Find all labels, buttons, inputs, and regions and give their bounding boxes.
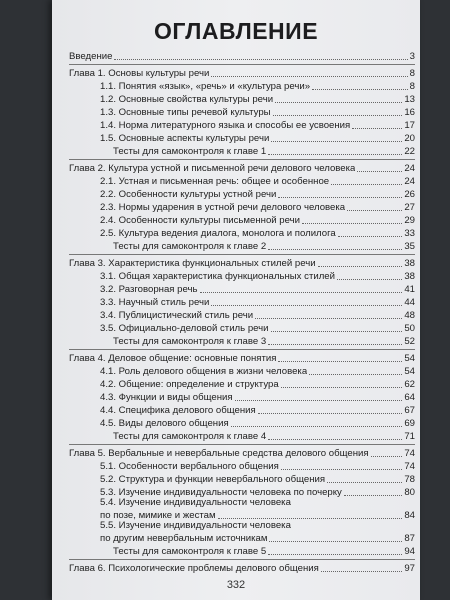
toc-entry-page: 27 [404, 202, 415, 213]
toc-entry-page: 29 [404, 215, 415, 226]
toc-entry-page: 87 [404, 533, 415, 544]
toc-entry-text: Тесты для самоконтроля к главе 3 [113, 336, 267, 347]
toc-entry-text: Глава 1. Основы культуры речи [69, 68, 210, 79]
toc-entry-page: 67 [404, 405, 415, 416]
toc-entry-page: 13 [404, 94, 415, 105]
dot-leader [302, 223, 402, 224]
dot-leader [331, 184, 402, 185]
dot-leader [321, 571, 403, 572]
dot-leader [271, 141, 402, 142]
toc-test [69, 144, 415, 157]
dot-leader [281, 387, 403, 388]
toc-entry-text: 2.1. Устная и письменная речь: общее и особенное [100, 176, 330, 187]
toc-section [69, 459, 415, 472]
toc-test [69, 429, 415, 442]
toc-section [69, 498, 415, 508]
toc-test [69, 544, 415, 557]
dot-leader [200, 292, 403, 293]
toc-entry-text: по другим невербальным источникам [100, 533, 268, 544]
toc-entry-text: 5.4. Изучение индивидуальности человека [100, 497, 291, 508]
toc-section [69, 308, 415, 321]
toc-section [69, 269, 415, 282]
toc-entry-text: Тесты для самоконтроля к главе 2 [113, 241, 267, 252]
toc-entry-page: 84 [404, 510, 415, 521]
toc-entry-text: 3.3. Научный стиль речи [100, 297, 210, 308]
toc-entry-page: 26 [404, 189, 415, 200]
toc-entry-page: 69 [404, 418, 415, 429]
dot-leader [258, 413, 403, 414]
toc-test [69, 239, 415, 252]
toc-entry-text: Введение [69, 51, 113, 62]
dot-leader [211, 305, 402, 306]
toc-entry-text: 1.4. Норма литературного языка и способы ее усвоения [100, 120, 351, 131]
toc-entry-page: 94 [404, 546, 415, 557]
toc-entry-text: Глава 3. Характеристика функциональных стилей речи [69, 258, 316, 269]
toc-entry-page: 16 [404, 107, 415, 118]
toc-entry-page: 38 [404, 258, 415, 269]
dot-leader [268, 154, 402, 155]
toc-entry-page: 78 [404, 474, 415, 485]
toc-entry-text: Глава 4. Деловое общение: основные понятия [69, 353, 277, 364]
dot-leader [235, 400, 403, 401]
toc-entry-text: 4.5. Виды делового общения [100, 418, 229, 429]
toc-entry-page: 74 [404, 448, 415, 459]
dot-leader [318, 266, 403, 267]
toc-section [69, 295, 415, 308]
book-page [52, 0, 420, 600]
dot-leader [218, 518, 403, 519]
toc-section [69, 79, 415, 92]
toc-entry-page: 33 [404, 228, 415, 239]
toc-section [69, 92, 415, 105]
toc-chapter-5 [69, 446, 415, 459]
toc-chapter-6 [69, 561, 415, 574]
toc-entry-text: 2.4. Особенности культуры письменной речи [100, 215, 301, 226]
toc-entry-text: 1.3. Основные типы речевой культуры [100, 107, 271, 118]
toc-section [69, 213, 415, 226]
dot-leader [309, 374, 402, 375]
toc-entry-text: 1.2. Основные свойства культуры речи [100, 94, 274, 105]
dot-leader [211, 76, 407, 77]
toc-chapter-1 [69, 66, 415, 79]
toc-entry-text: 4.4. Специфика делового общения [100, 405, 256, 416]
toc-entry-text: 3.1. Общая характеристика функциональных стилей [100, 271, 335, 282]
toc-entry-page: 22 [404, 146, 415, 157]
toc-entry-text: 3.5. Официально-деловой стиль речи [100, 323, 269, 334]
toc-entry-page: 80 [404, 487, 415, 498]
dot-leader [278, 197, 402, 198]
toc-entry-text: 4.1. Роль делового общения в жизни человека [100, 366, 308, 377]
toc-section [69, 105, 415, 118]
toc-entry-page: 8 [409, 81, 415, 92]
toc-entry-page: 3 [409, 51, 415, 62]
toc-entry-page: 24 [404, 176, 415, 187]
dot-leader [278, 361, 402, 362]
dot-leader [268, 439, 402, 440]
dot-leader [273, 115, 403, 116]
toc-entry-page: 97 [404, 563, 415, 574]
toc-entry-page: 44 [404, 297, 415, 308]
dot-leader [268, 344, 402, 345]
toc-entry-text: 2.2. Особенности культуры устной речи [100, 189, 277, 200]
toc-entry-page: 71 [404, 431, 415, 442]
toc-entry-text: по позе, мимике и жестам [100, 510, 216, 521]
toc-entry-intro [69, 49, 415, 62]
dot-leader [281, 469, 402, 470]
toc-entry-text: 1.1. Понятия «язык», «речь» и «культура речи» [100, 81, 311, 92]
dot-leader [268, 249, 402, 250]
dot-leader [344, 495, 402, 496]
toc-entry-text: 5.1. Особенности вербального общения [100, 461, 279, 472]
dot-leader [312, 89, 408, 90]
toc-section [69, 174, 415, 187]
dot-leader [114, 59, 407, 60]
toc-section [69, 472, 415, 485]
toc-entry-page: 41 [404, 284, 415, 295]
toc-test [69, 334, 415, 347]
toc-entry-text: 3.4. Публицистический стиль речи [100, 310, 254, 321]
toc-section [69, 364, 415, 377]
toc-entry-text: 5.5. Изучение индивидуальности человека [100, 520, 291, 531]
toc-entry-text: 1.5. Основные аспекты культуры речи [100, 133, 270, 144]
toc-entry-page: 50 [404, 323, 415, 334]
dot-leader [327, 482, 402, 483]
dot-leader [337, 279, 402, 280]
toc-section [69, 118, 415, 131]
toc-entry-text: 5.3. Изучение индивидуальности человека по почерку [100, 487, 342, 498]
page-number: 332 [226, 579, 246, 591]
dot-leader [269, 541, 402, 542]
toc-entry-page: 20 [404, 133, 415, 144]
toc-chapter-2 [69, 161, 415, 174]
dot-leader [352, 128, 402, 129]
toc-entry-text: Тесты для самоконтроля к главе 4 [113, 431, 267, 442]
toc-entry-text: 3.2. Разговорная речь [100, 284, 198, 295]
toc-section [69, 321, 415, 334]
toc-entry-text: Глава 6. Психологические проблемы делового общения [69, 563, 319, 574]
toc-section [69, 187, 415, 200]
toc-entry-text: 2.5. Культура ведения диалога, монолога и полилога [100, 228, 336, 239]
toc-entry-page: 8 [409, 68, 415, 79]
toc-section [69, 390, 415, 403]
toc-entry-page: 35 [404, 241, 415, 252]
dot-leader [255, 318, 402, 319]
toc-entry-page: 24 [404, 163, 415, 174]
dot-leader [231, 426, 403, 427]
toc-entry-text: 4.2. Общение: определение и структура [100, 379, 279, 390]
toc-section [69, 377, 415, 390]
toc-chapter-3 [69, 256, 415, 269]
toc-entry-page: 54 [404, 366, 415, 377]
toc-entry-text: 2.3. Нормы ударения в устной речи делового человека [100, 202, 346, 213]
dot-leader [347, 210, 402, 211]
toc-section [69, 416, 415, 429]
dot-leader [275, 102, 402, 103]
toc-section [69, 226, 415, 239]
toc-section [69, 200, 415, 213]
toc-entry-page: 52 [404, 336, 415, 347]
toc-entry-page: 48 [404, 310, 415, 321]
toc-section [69, 131, 415, 144]
toc-section [69, 282, 415, 295]
dot-leader [271, 331, 403, 332]
table-of-contents [69, 49, 415, 574]
toc-entry-text: Глава 2. Культура устной и письменной речи делового человека [69, 163, 356, 174]
toc-entry-text: Тесты для самоконтроля к главе 5 [113, 546, 267, 557]
dot-leader [268, 554, 402, 555]
toc-entry-page: 17 [404, 120, 415, 131]
toc-entry-page: 62 [404, 379, 415, 390]
toc-section-continued [69, 531, 415, 544]
dot-leader [357, 171, 402, 172]
toc-entry-text: Глава 5. Вербальные и невербальные средства делового общения [69, 448, 369, 459]
toc-entry-text: Тесты для самоконтроля к главе 1 [113, 146, 267, 157]
toc-section [69, 521, 415, 531]
toc-entry-page: 74 [404, 461, 415, 472]
toc-entry-page: 54 [404, 353, 415, 364]
toc-chapter-4 [69, 351, 415, 364]
toc-section [69, 403, 415, 416]
toc-entry-text: 4.3. Функции и виды общения [100, 392, 233, 403]
page-title: ОГЛАВЛЕНИЕ [153, 18, 319, 44]
toc-entry-page: 64 [404, 392, 415, 403]
toc-entry-page: 38 [404, 271, 415, 282]
toc-entry-text: 5.2. Структура и функции невербального общения [100, 474, 326, 485]
dot-leader [371, 456, 403, 457]
dot-leader [338, 236, 403, 237]
